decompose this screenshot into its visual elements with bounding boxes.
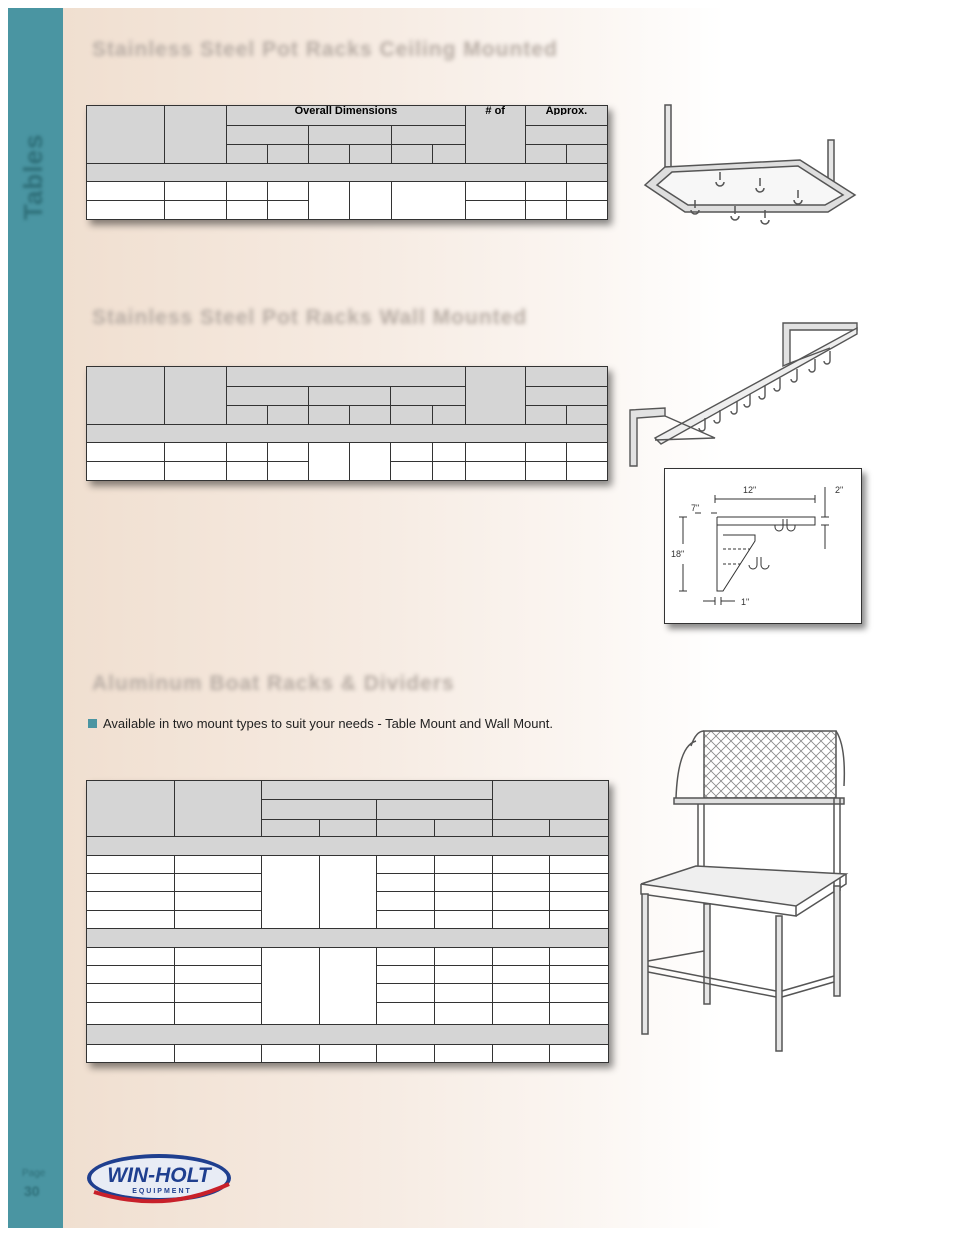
- section-title-boat-racks: Aluminum Boat Racks & Dividers: [92, 672, 455, 695]
- table-row: [87, 1044, 609, 1062]
- wall-pot-rack-image: [625, 318, 865, 468]
- header-cell: [165, 106, 227, 164]
- page-number: 30: [24, 1183, 40, 1199]
- table-row: [87, 947, 609, 965]
- dim-label-top: 12": [743, 485, 757, 495]
- table-row: [87, 443, 608, 462]
- page-label: Page: [22, 1168, 46, 1179]
- table-row: [87, 855, 609, 873]
- boat-racks-table: [86, 780, 609, 1063]
- section-title-wall-racks: Stainless Steel Pot Racks Wall Mounted: [92, 306, 528, 329]
- wall-racks-table: [86, 366, 608, 481]
- group-row: [87, 1025, 609, 1044]
- group-row: [87, 929, 609, 947]
- group-row: [87, 425, 608, 443]
- group-row: [87, 837, 609, 855]
- approx-header: Approx.: [525, 106, 607, 126]
- ceiling-racks-table: [86, 105, 608, 220]
- dim-label-left: 18": [671, 549, 685, 559]
- feature-bullet: [88, 716, 553, 731]
- bullet-square-icon: [88, 719, 97, 728]
- header-cell: [87, 106, 165, 164]
- side-tab-label: Tables: [18, 133, 48, 220]
- boat-rack-table-image: [636, 726, 851, 1056]
- ceiling-pot-rack-image: [640, 100, 860, 225]
- wall-rack-dimension-diagram: [664, 468, 862, 624]
- overall-dimensions-header: Overall Dimensions: [227, 106, 465, 126]
- group-row: [87, 164, 608, 182]
- hooks-header: # of: [465, 106, 525, 164]
- section-title-ceiling-racks: Stainless Steel Pot Racks Ceiling Mounted: [92, 38, 558, 61]
- logo-line1: WIN-HOLT: [107, 1164, 211, 1187]
- dim-label-bottom: 1": [741, 597, 750, 607]
- table-row: [87, 182, 608, 201]
- feature-bullet-text: Available in two mount types to suit your needs - Table Mount and Wall Mount.: [103, 716, 553, 731]
- logo-line2: EQUIPMENT: [132, 1188, 192, 1195]
- win-holt-logo: [84, 1152, 234, 1208]
- dim-label-right: 2": [835, 485, 844, 495]
- dim-label-left-top: 7": [691, 503, 700, 513]
